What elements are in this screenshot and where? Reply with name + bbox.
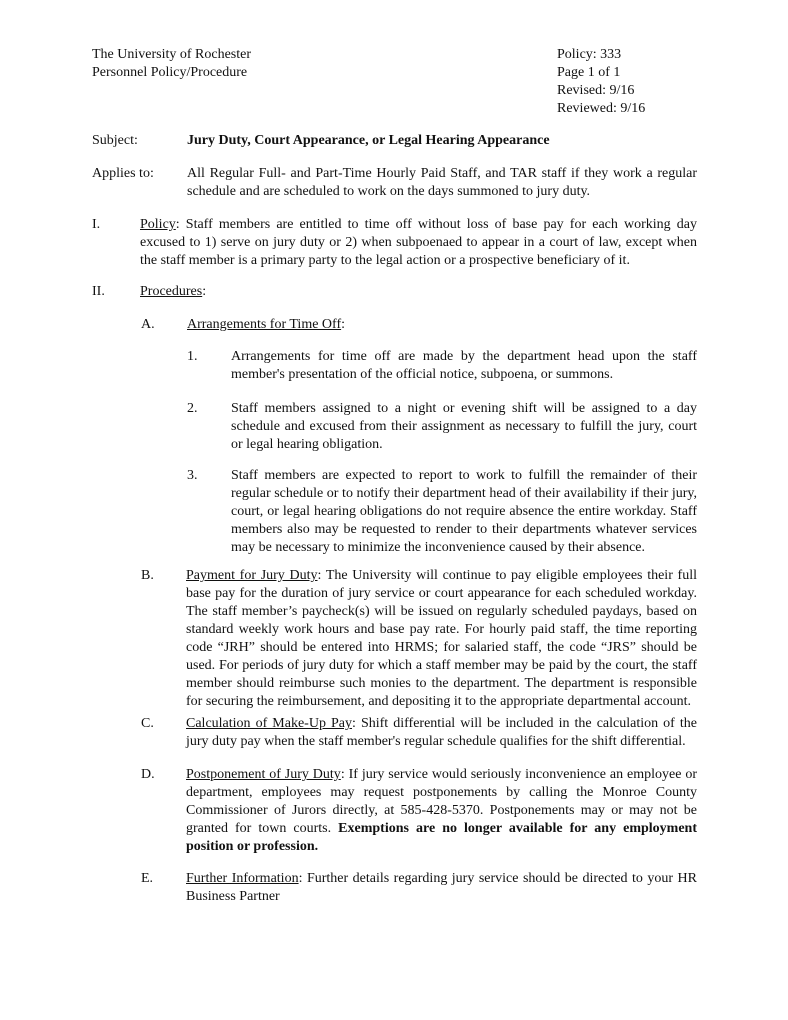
- subsection-d-heading: Postponement of Jury Duty: [186, 767, 341, 782]
- page-number: Page 1 of 1: [557, 65, 621, 80]
- section-2-number: II.: [92, 284, 105, 299]
- subsection-e-number: E.: [141, 871, 154, 886]
- subsection-e-heading: Further Information: [186, 871, 299, 886]
- subsection-a-heading: Arrangements for Time Off: [187, 317, 342, 332]
- subsection-c-heading: Calculation of Make-Up Pay: [186, 716, 353, 731]
- section-1-policy: [140, 216, 697, 270]
- item-3-text: Staff members are expected to report to work to fulfill the remainder of their regular schedule or to notify their department head of their availability if their jury, court, or legal hearing obligations do not require absence the entire workday. Staff members also may be requested to render to their departments whatever services may be necessary to minimize the inconvenience caused by their absence.: [231, 468, 697, 555]
- subsection-c-text: : Shift differential will be included in the calculation of the jury duty pay when the staff member's regular schedule qualifies for the shift differential.: [186, 716, 697, 749]
- subject-value: Jury Duty, Court Appearance, or Legal Hearing Appearance: [187, 133, 550, 148]
- item-1-text: Arrangements for time off are made by the department head upon the staff member's presentation of the official notice, subpoena, or summons.: [231, 349, 697, 382]
- subsection-d-text: : If jury service would seriously inconvenience an employee or department, employees may request postponements by calling the Monroe County Commissioner of Jurors directly, at 585-428-5370. Postponements may or may not be granted for town courts.: [186, 767, 698, 836]
- subsection-a-number: A.: [141, 317, 155, 332]
- item-3-number: 3.: [187, 468, 198, 483]
- item-1-number: 1.: [187, 349, 198, 364]
- applies-value: All Regular Full- and Part-Time Hourly Paid Staff, and TAR staff if they work a regular schedule and are scheduled to work on the days summoned to jury duty.: [187, 166, 697, 199]
- org-name: The University of Rochester: [92, 47, 252, 62]
- policy-number: Policy: 333: [557, 47, 622, 62]
- subsection-c: [186, 715, 697, 751]
- item-2-text: Staff members assigned to a night or evening shift will be assigned to a day schedule and excused from their assignment as necessary to fulfill the jury, court or legal hearing obligation.: [231, 401, 697, 452]
- doc-type: Personnel Policy/Procedure: [92, 65, 248, 80]
- subsection-d-bold-note: Exemptions are no longer available for any employment position or profession.: [186, 821, 697, 854]
- subsection-c-number: C.: [141, 716, 154, 731]
- subsection-a-title: Arrangements for Time Off:: [187, 317, 345, 332]
- item-2-number: 2.: [187, 401, 198, 416]
- section-1-heading: Policy: [140, 217, 176, 232]
- subsection-e-text: : Further details regarding jury service should be directed to your HR Business Partner: [186, 871, 697, 904]
- header-left: [92, 46, 251, 82]
- subsection-b-number: B.: [141, 568, 154, 583]
- section-1-text: : Staff members are entitled to time off without loss of base pay for each working day excused to 1) serve on jury duty or 2) when subpoenaed to appear in a court of law, except when the staff member is a primary party to the legal action or a prospective beneficiary of it.: [140, 217, 697, 268]
- subsection-e: [186, 870, 697, 906]
- header-right: [557, 46, 645, 118]
- subject-label: Subject:: [92, 133, 138, 148]
- subsection-b-heading: Payment for Jury Duty: [186, 568, 318, 583]
- reviewed-date: Reviewed: 9/16: [557, 101, 646, 116]
- subsection-d: [186, 766, 697, 856]
- section-1-number: I.: [92, 217, 101, 232]
- subsection-d-number: D.: [141, 767, 155, 782]
- applies-label: Applies to:: [92, 166, 154, 181]
- section-2-heading: Procedures: [140, 284, 203, 299]
- section-2-title: Procedures:: [140, 284, 207, 299]
- revised-date: Revised: 9/16: [557, 83, 635, 98]
- subsection-b: [186, 567, 697, 711]
- subsection-b-text: : The University will continue to pay eligible employees their full base pay for the duration of jury service or court appearance for each scheduled workday. The staff member’s paycheck(s) will be issued on regularly scheduled paydays, based on standard weekly work hours and base pay rate. For hourly paid staff, the time reporting code “JRH” should be entered into HRMS; for salaried staff, the code “JRS” should be used. For periods of jury duty for which a staff member may be paid by the court, the staff member should reimburse such monies to the department. The department is responsible for securing the reimbursement, and depositing it to the appropriate departmental account.: [186, 568, 697, 709]
